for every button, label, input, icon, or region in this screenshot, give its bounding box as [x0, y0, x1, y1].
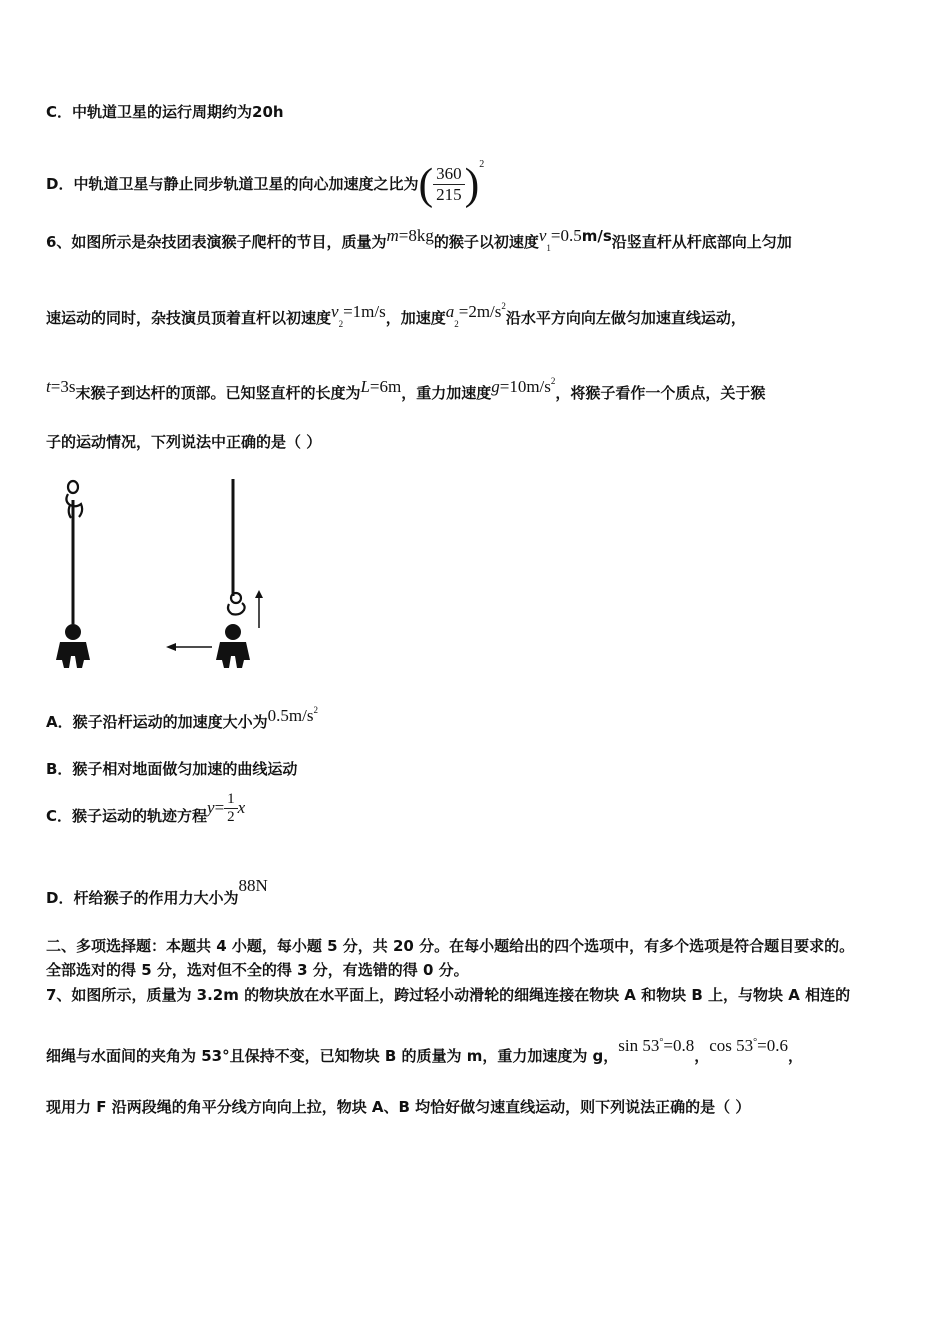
- cos-degree: °: [753, 1037, 758, 1048]
- a2-exponent: 2: [501, 301, 506, 311]
- monkey-at-bottom-icon: [228, 593, 245, 615]
- option-c-fraction: [224, 791, 238, 826]
- q6-text: 6、如图所示是杂技团表演猴子爬杆的节目，质量为: [46, 233, 387, 251]
- a2-symbol: a: [445, 302, 455, 321]
- option-c-label: C．猴子运动的轨迹方程: [46, 807, 208, 825]
- q7-line-1: 7、如图所示，质量为 3.2m 的物块放在水平面上，跨过轻小动滑轮的细绳连接在物块 A 和物块 B 上，与物块 A 相连的: [46, 986, 851, 1004]
- sin-degree: °: [659, 1037, 664, 1048]
- q6-option-b: B．猴子相对地面做匀加速的曲线运动: [46, 760, 298, 778]
- option-c-prev-label: C．中轨道卫星的运行周期约为: [46, 103, 253, 121]
- q6-text: 末猴子到达杆的顶部。已知竖直杆的长度为: [75, 384, 361, 402]
- q6-line-4: 子的运动情况，下列说法中正确的是（ ）: [46, 433, 322, 451]
- performer-left-icon: [56, 624, 90, 668]
- left-arrow-icon: [166, 643, 212, 651]
- option-a-exponent: 2: [313, 705, 318, 715]
- v2-value: =1m/s: [343, 302, 386, 321]
- ratio-denominator: 215: [436, 185, 462, 204]
- v1-unit: m/s: [581, 227, 612, 245]
- mass-value: =8kg: [398, 226, 434, 245]
- option-c-prev: [46, 102, 284, 122]
- section2-line-2: 全部选对的得 5 分，选对但不全的得 3 分，有选错的得 0 分。: [46, 961, 469, 979]
- q6-text: 的猴子以初速度: [433, 233, 539, 251]
- section2-line-1: 二、多项选择题：本题共 4 小题，每小题 5 分，共 20 分。在每小题给出的四个选项中，有多个选项是符合题目要求的。: [46, 937, 855, 955]
- q6-option-d: [46, 876, 268, 908]
- q6-text: ，加速度: [385, 309, 446, 327]
- g-value: =10m/s: [499, 377, 551, 396]
- q7-line-3: 现用力 F 沿两段绳的角平分线方向向上拉，物块 A、B 均恰好做匀速直线运动，则下列说法正确的是（ ）: [46, 1098, 751, 1116]
- q7-line-2: [46, 1036, 804, 1069]
- L-value: =6m: [369, 377, 402, 396]
- cos-value: =0.6: [757, 1036, 789, 1055]
- option-d-value: 88N: [238, 876, 268, 895]
- a2-value: =2m/s: [458, 302, 502, 321]
- g-symbol: g: [491, 377, 500, 396]
- q6-line-2: [46, 301, 746, 330]
- q6-line-1: [46, 226, 792, 254]
- L-symbol: L: [360, 377, 370, 396]
- q6-text: 沿水平方向向左做匀加速直线运动，: [505, 309, 746, 327]
- q7-text: 细绳与水面间的夹角为 53°且保持不变，已知物块 B 的质量为 m，重力加速度为 g，: [46, 1047, 619, 1065]
- q6-text: 沿竖直杆从杆底部向上匀加: [611, 233, 792, 251]
- sin-value: =0.8: [663, 1036, 695, 1055]
- a2-subscript: 2: [454, 319, 459, 329]
- g-exponent: 2: [550, 376, 556, 386]
- v1-subscript: 1: [546, 243, 551, 253]
- option-c-x: x: [237, 798, 246, 817]
- q6-text: 速运动的同时，杂技演员顶着直杆以初速度: [46, 309, 332, 327]
- ratio-numerator: 360: [433, 164, 465, 185]
- mass-symbol: m: [386, 226, 399, 245]
- option-a-value: 0.5m/s: [267, 706, 314, 725]
- v2-subscript: 2: [338, 319, 344, 329]
- monkey-pole-figure: [46, 474, 286, 674]
- t-value: =3s: [50, 377, 76, 396]
- ratio-fraction: [433, 164, 465, 205]
- option-c-numerator: 1: [224, 791, 238, 809]
- option-c-prev-value: 20h: [252, 103, 284, 121]
- ratio-exponent: 2: [479, 159, 485, 170]
- q6-line-3: [46, 376, 766, 405]
- option-d-prev: [46, 142, 484, 207]
- right-paren: ): [464, 159, 480, 209]
- v1-symbol: v: [538, 226, 547, 245]
- option-d-prev-label: D．中轨道卫星与静止同步轨道卫星的向心加速度之比为: [46, 175, 419, 193]
- up-arrow-icon: [255, 590, 263, 628]
- t-symbol: t: [46, 377, 51, 396]
- option-c-equals: =: [214, 798, 225, 817]
- option-a-label: A．猴子沿杆运动的加速度大小为: [46, 713, 268, 731]
- q6-option-c: [46, 791, 246, 836]
- q6-option-a: [46, 705, 318, 734]
- v1-value: =0.5: [550, 226, 582, 245]
- q7-comma: ，: [694, 1047, 710, 1065]
- option-c-y: y: [207, 798, 215, 817]
- option-d-label: D．杆给猴子的作用力大小为: [46, 889, 239, 907]
- q6-text: ，将猴子看作一个质点，关于猴: [555, 384, 766, 402]
- q7-comma: ，: [788, 1047, 804, 1065]
- left-paren: (: [418, 159, 434, 209]
- option-c-denominator: 2: [227, 809, 235, 825]
- v2-symbol: v: [331, 302, 339, 321]
- q6-text: ，重力加速度: [401, 384, 492, 402]
- cos-text: cos 53: [709, 1036, 754, 1055]
- performer-right-icon: [216, 624, 250, 668]
- sin-text: sin 53: [618, 1036, 660, 1055]
